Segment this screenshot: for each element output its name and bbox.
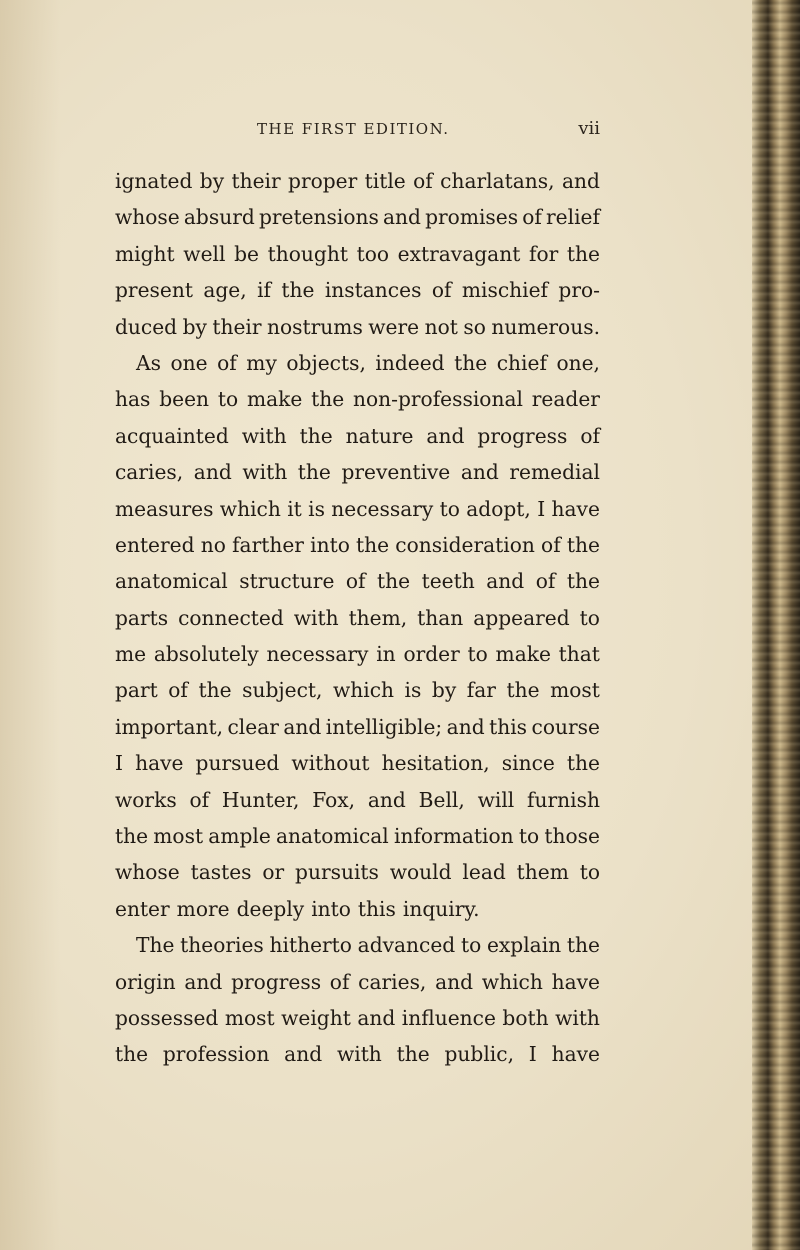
word: too [356,241,390,266]
word: consideration [395,532,535,557]
text-line [115,745,600,781]
word: the [115,1042,149,1067]
word: most [224,1005,275,1030]
word: far [466,678,496,703]
word: them, [348,605,408,630]
word: one, [556,350,600,375]
word: to [467,642,488,667]
word: have [551,969,600,994]
word: into [310,532,350,557]
word: of [329,969,350,994]
word: most [550,678,600,703]
word: progress [231,969,322,994]
word: might [115,241,175,266]
word: and [435,969,474,994]
word: indeed [375,350,445,375]
word: the [299,423,333,448]
word: course [531,714,600,739]
word: so [463,314,486,339]
word: be [234,241,259,266]
word: relief [546,205,600,230]
word: Hunter, [221,787,300,812]
text-line [115,381,600,417]
word: adopt, [466,496,531,521]
word: by [199,169,225,193]
word: pretensions [258,205,379,230]
word: with [293,605,339,630]
word: preventive [341,460,451,485]
word: to [579,605,600,630]
word: Bell, [418,787,465,812]
word: nostrums [267,314,363,339]
word: pursuits [295,860,379,885]
word: information [393,824,514,849]
word: make [246,387,303,412]
word: important, [115,714,224,739]
word: and [426,423,465,448]
word: by [182,314,207,339]
word: the [198,678,232,703]
word: appeared [473,605,570,630]
word: not [424,314,458,339]
word: advanced [357,933,456,958]
word: necessary [331,496,434,521]
word: me [115,642,147,667]
text-line [115,418,600,454]
word: the [297,460,331,485]
word: to [579,860,600,885]
word: than [417,605,464,630]
text-line [115,1036,600,1072]
word: order [403,642,460,667]
word: of [168,678,188,703]
word: lead [462,860,506,885]
word: and [284,1042,323,1067]
word: charlatans, [440,169,555,193]
word: the [566,241,600,266]
word: and [357,1005,396,1030]
word: the [454,350,488,375]
word: hitherto [269,933,352,958]
word: which [332,678,394,703]
word: the [566,751,600,776]
word: no [200,532,226,557]
word: the [311,387,345,412]
word: both [502,1005,549,1030]
word: to [518,824,540,849]
word: connected [178,605,284,630]
word: the [356,532,390,557]
page-number: vii [578,118,600,139]
word: profession [162,1042,270,1067]
word: with [336,1042,382,1067]
text-line [115,636,600,672]
word: by [431,678,457,703]
word: make [495,642,551,667]
word: acquainted [115,423,229,448]
text-line [115,491,600,527]
word: most [153,824,204,849]
word: Fox, [312,787,356,812]
word: and [367,787,406,812]
word: for [528,241,559,266]
word: of [431,278,452,303]
word: chief [496,350,547,375]
word: absurd [183,205,255,230]
word: theories [180,933,264,958]
word: and [446,714,485,739]
running-head [115,120,600,144]
word: will [477,787,515,812]
word: caries, [358,969,427,994]
page-shadow [0,0,60,1250]
text-line [115,345,600,381]
word: structure [239,569,335,594]
word: duced [115,314,178,339]
text-line [115,199,600,235]
text-line [115,854,600,890]
word: measures [115,496,214,521]
word: is [308,496,325,521]
text-line [115,454,600,490]
word: explain [486,933,562,958]
word: this [489,714,528,739]
word: anatomical [115,569,228,594]
word: of [413,169,433,193]
word: would [389,860,452,885]
text-line [115,236,600,272]
text-line [115,163,600,199]
word: public, [444,1042,514,1067]
word: title [364,169,406,193]
word: the [566,569,600,594]
text-line [115,600,600,636]
word: their [231,169,281,193]
word: of [189,787,210,812]
word: is [404,678,422,703]
word: subject, [242,678,323,703]
word: works [115,787,177,812]
word: my [246,350,277,375]
word: of [345,569,366,594]
word: which [481,969,543,994]
word: to [217,387,239,412]
word: to [439,496,460,521]
word: proper [288,169,358,193]
word: of [580,423,600,448]
word: those [544,824,600,849]
word: were [368,314,420,339]
word: parts [115,605,169,630]
word: of [535,569,556,594]
text-line [115,782,600,818]
word: have [135,751,184,776]
word: entered [115,532,195,557]
word: and [561,169,600,193]
word: to [460,933,482,958]
word: pursued [195,751,280,776]
word: it [287,496,302,521]
word: I [528,1042,537,1067]
word: the [115,824,149,849]
text-line [115,927,600,963]
word: farther [232,532,304,557]
text-line [115,527,600,563]
word: present [115,278,193,303]
word: necessary [266,642,369,667]
text-line [115,964,600,1000]
word: possessed [115,1005,219,1030]
word: this [357,896,396,921]
word: deeply [236,896,305,921]
word: been [159,387,210,412]
word: which [219,496,281,521]
word: inquiry. [402,896,480,921]
word: of [522,205,542,230]
word: remedial [509,460,600,485]
word: that [558,642,600,667]
word: or [262,860,285,885]
word: promises [425,205,519,230]
word: the [566,532,600,557]
word: furnish [527,787,600,812]
word: age, [203,278,247,303]
word: the [506,678,540,703]
word: non-professional [353,387,523,412]
word: well [183,241,226,266]
word: As [136,350,161,375]
body-text [115,163,600,1073]
word: the [566,933,600,958]
text-line [115,1000,600,1036]
word: have [551,1042,600,1067]
header-title: THE FIRST EDITION. [257,120,450,138]
word: into [311,896,351,921]
word: and [184,969,223,994]
word: The [136,933,175,958]
word: if [257,278,271,303]
word: whose [115,860,180,885]
word: the [377,569,411,594]
word: of [217,350,237,375]
word: thought [267,241,348,266]
word: without [291,751,370,776]
word: and [193,460,232,485]
text-line [115,272,600,308]
word: teeth [421,569,475,594]
text-line [115,891,600,927]
word: weight [281,1005,351,1030]
word: progress [477,423,568,448]
word: with [555,1005,600,1030]
word: one [170,350,208,375]
word: since [501,751,555,776]
word: reader [531,387,600,412]
book-spine [752,0,800,1250]
word: ample [208,824,271,849]
word: extravagant [397,241,521,266]
word: enter [115,896,170,921]
word: mischief [461,278,549,303]
word: and [383,205,421,230]
word: caries, [115,460,184,485]
word: tastes [190,860,252,885]
text-line [115,672,600,708]
word: intelligible; [325,714,443,739]
word: influence [401,1005,496,1030]
word: numerous. [491,314,600,339]
text-line [115,818,600,854]
text-line [115,709,600,745]
word: absolutely [153,642,259,667]
word: with [242,460,288,485]
word: part [115,678,158,703]
word: with [241,423,287,448]
word: hesitation, [381,751,490,776]
word: whose [115,205,180,230]
text-line [115,563,600,599]
word: in [376,642,396,667]
word: and [460,460,499,485]
word: instances [324,278,422,303]
word: has [115,387,151,412]
word: origin [115,969,176,994]
word: and [486,569,525,594]
word: the [396,1042,430,1067]
word: I [115,751,123,776]
word: and [283,714,322,739]
word: ignated [115,169,193,193]
word: I [537,496,546,521]
word: nature [345,423,414,448]
word: clear [227,714,279,739]
word: more [176,896,230,921]
word: of [541,532,561,557]
word: pro- [558,278,600,303]
word: have [551,496,600,521]
word: anatomical [276,824,389,849]
text-line [115,309,600,345]
word: their [212,314,262,339]
word: the [281,278,315,303]
word: objects, [286,350,366,375]
word: them [516,860,569,885]
